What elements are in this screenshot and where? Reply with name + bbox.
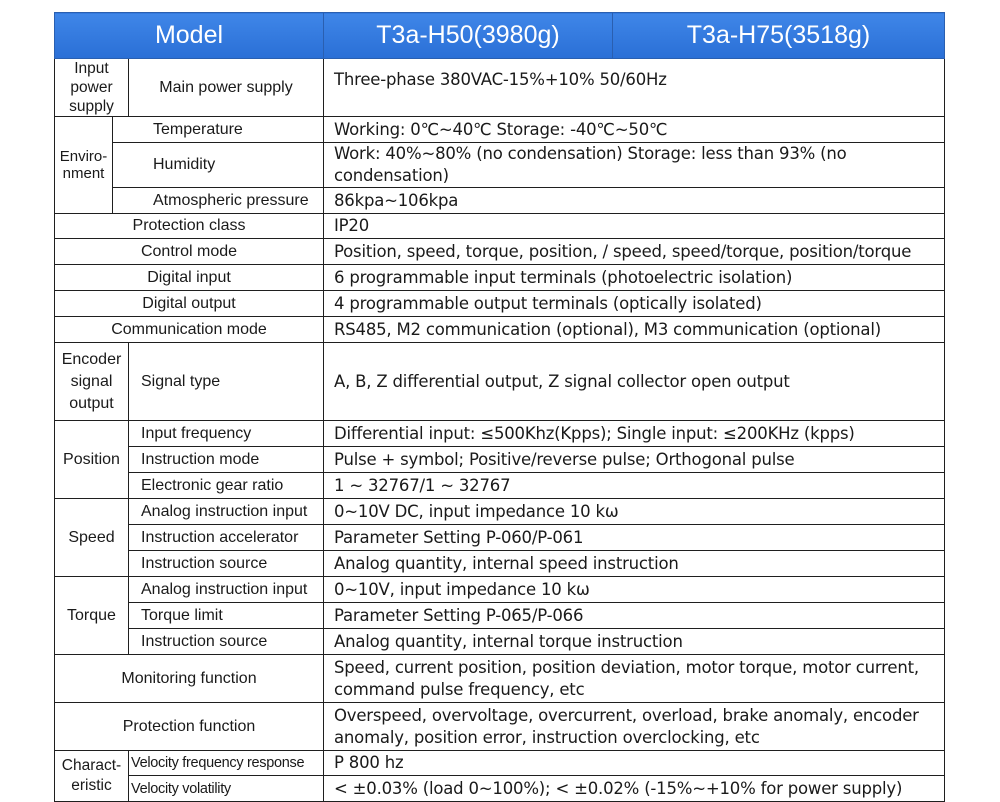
torque-source-label: Instruction source	[129, 629, 324, 655]
torque-analog-row	[55, 577, 945, 603]
pressure-value: 86kpa~106kpa	[324, 188, 945, 214]
torque-analog-value: 0~10V, input impedance 10 kω	[324, 577, 945, 603]
torque-source-row	[55, 629, 945, 655]
speed-accelerator-value: Parameter Setting P-060/P-061	[324, 525, 945, 551]
speed-accelerator-row	[55, 525, 945, 551]
speed-analog-row	[55, 499, 945, 525]
speed-accelerator-label: Instruction accelerator	[129, 525, 324, 551]
monitoring-value: Speed, current position, position deviation, motor torque, motor current, command pulse frequency, etc	[324, 655, 945, 703]
input-power-row	[55, 59, 945, 117]
digital-input-row	[55, 265, 945, 291]
speed-category: Speed	[55, 499, 129, 577]
velocity-response-row	[55, 751, 945, 776]
torque-source-value: Analog quantity, internal torque instruction	[324, 629, 945, 655]
temperature-value: Working: 0℃~40℃ Storage: -40℃~50℃	[324, 117, 945, 143]
gear-ratio-value: 1 ~ 32767/1 ~ 32767	[324, 473, 945, 499]
torque-limit-row	[55, 603, 945, 629]
torque-analog-label: Analog instruction input	[129, 577, 324, 603]
input-power-category: Input power supply	[55, 59, 129, 117]
protection-class-value: IP20	[324, 214, 945, 239]
torque-category: Torque	[55, 577, 129, 655]
communication-mode-row	[55, 317, 945, 343]
velocity-volatility-label: Velocity volatility	[129, 776, 324, 802]
speed-analog-label: Analog instruction input	[129, 499, 324, 525]
main-power-supply-label: Main power supply	[129, 59, 324, 117]
protection-class-label: Protection class	[55, 214, 324, 239]
input-frequency-value: Differential input: ≤500Khz(Kpps); Single input: ≤200KHz (kpps)	[324, 421, 945, 447]
instruction-mode-value: Pulse + symbol; Positive/reverse pulse; Orthogonal pulse	[324, 447, 945, 473]
model-a-header: T3a-H50(3980g)	[324, 13, 613, 59]
model-b-header: T3a-H75(3518g)	[613, 13, 945, 59]
signal-type-label: Signal type	[129, 343, 324, 421]
input-frequency-row	[55, 421, 945, 447]
digital-input-label: Digital input	[55, 265, 324, 291]
characteristic-category: Charact- eristic	[55, 751, 129, 802]
pressure-row	[55, 188, 945, 214]
velocity-volatility-row	[55, 776, 945, 802]
velocity-response-value: P 800 hz	[324, 751, 945, 776]
control-mode-label: Control mode	[55, 239, 324, 265]
environment-category: Enviro- nment	[55, 117, 113, 214]
signal-type-value: A, B, Z differential output, Z signal collector open output	[324, 343, 945, 421]
encoder-row	[55, 343, 945, 421]
model-header: Model	[55, 13, 324, 59]
humidity-value: Work: 40%~80% (no condensation) Storage: less than 93% (no condensation)	[324, 143, 945, 188]
speed-source-label: Instruction source	[129, 551, 324, 577]
control-mode-value: Position, speed, torque, position, / speed, speed/torque, position/torque	[324, 239, 945, 265]
communication-mode-label: Communication mode	[55, 317, 324, 343]
digital-output-label: Digital output	[55, 291, 324, 317]
humidity-row	[55, 143, 945, 188]
position-category: Position	[55, 421, 129, 499]
gear-ratio-row	[55, 473, 945, 499]
input-frequency-label: Input frequency	[129, 421, 324, 447]
torque-limit-label: Torque limit	[129, 603, 324, 629]
speed-source-row	[55, 551, 945, 577]
speed-source-value: Analog quantity, internal speed instruction	[324, 551, 945, 577]
protection-class-row	[55, 214, 945, 239]
communication-mode-value: RS485, M2 communication (optional), M3 communication (optional)	[324, 317, 945, 343]
speed-analog-value: 0~10V DC, input impedance 10 kω	[324, 499, 945, 525]
protection-function-row	[55, 703, 945, 751]
torque-limit-value: Parameter Setting P-065/P-066	[324, 603, 945, 629]
monitoring-row	[55, 655, 945, 703]
control-mode-row	[55, 239, 945, 265]
instruction-mode-row	[55, 447, 945, 473]
velocity-response-label: Velocity frequency response	[129, 751, 324, 776]
pressure-label: Atmospheric pressure	[113, 188, 324, 214]
encoder-category: Encoder signal output	[55, 343, 129, 421]
digital-input-value: 6 programmable input terminals (photoelectric isolation)	[324, 265, 945, 291]
monitoring-label: Monitoring function	[55, 655, 324, 703]
temperature-row	[55, 117, 945, 143]
header-row	[55, 13, 945, 59]
digital-output-row	[55, 291, 945, 317]
gear-ratio-label: Electronic gear ratio	[129, 473, 324, 499]
protection-function-label: Protection function	[55, 703, 324, 751]
main-power-supply-value: Three-phase 380VAC-15%+10% 50/60Hz	[324, 59, 945, 117]
temperature-label: Temperature	[113, 117, 324, 143]
instruction-mode-label: Instruction mode	[129, 447, 324, 473]
spec-table	[54, 12, 945, 802]
digital-output-value: 4 programmable output terminals (optically isolated)	[324, 291, 945, 317]
protection-function-value: Overspeed, overvoltage, overcurrent, overload, brake anomaly, encoder anomaly, position error, instruction overclocking, etc	[324, 703, 945, 751]
humidity-label: Humidity	[113, 143, 324, 188]
velocity-volatility-value: < ±0.03% (load 0~100%); < ±0.02% (-15%~+10% for power supply)	[324, 776, 945, 802]
